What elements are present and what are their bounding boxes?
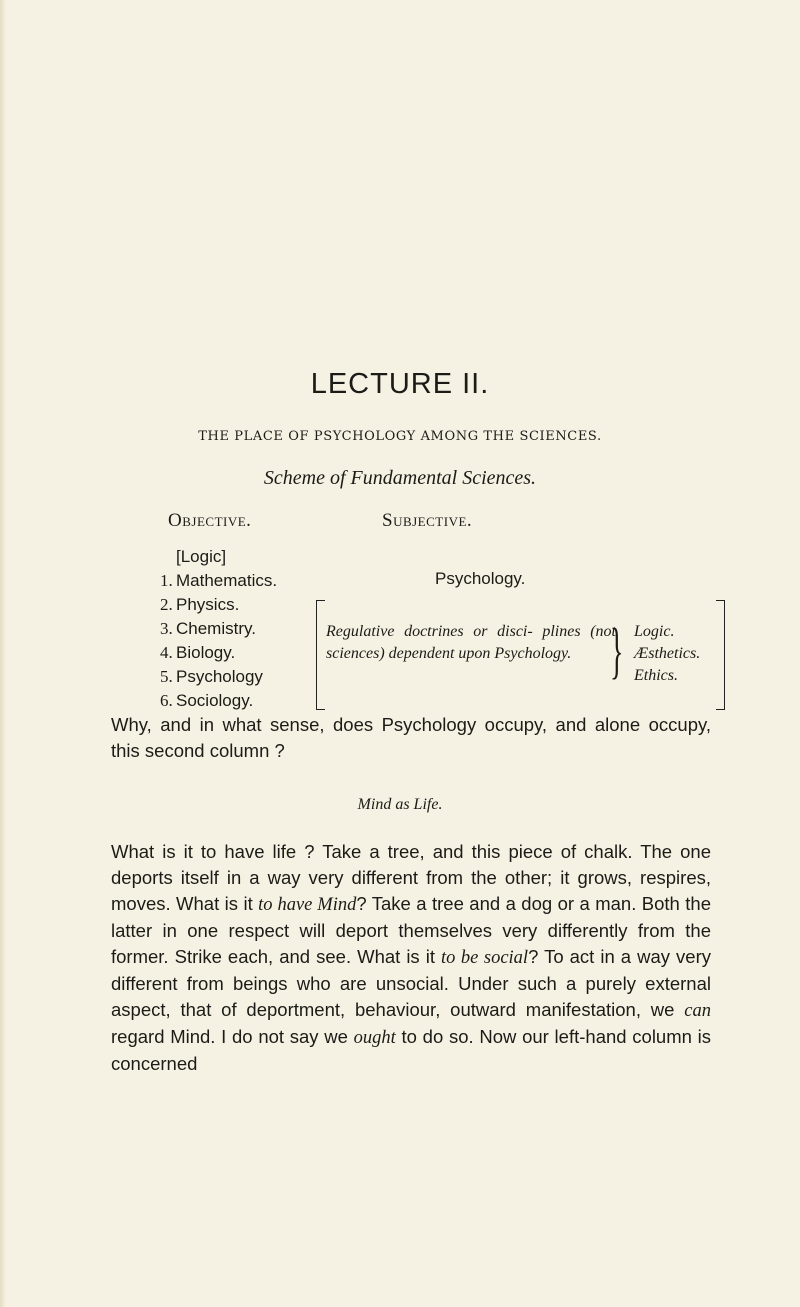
list-item [160, 545, 277, 569]
item-label: Sociology. [176, 691, 254, 710]
lecture-title: LECTURE II. [310, 368, 490, 400]
objective-column-heading [168, 510, 251, 532]
item-number: 5. [160, 667, 173, 686]
question-paragraph: Why, and in what sense, does Psychology occupy, and alone occupy, this second column ? [111, 714, 711, 761]
body-emphasis: can [684, 1001, 711, 1021]
subjective-heading-text: Subjective. [382, 510, 473, 531]
left-square-bracket [316, 600, 325, 710]
regulative-branches-list [634, 621, 700, 687]
branch-logic: Logic. [634, 623, 675, 640]
item-label: Biology. [176, 643, 236, 662]
item-number: 6. [160, 691, 173, 710]
list-item [160, 617, 277, 641]
right-square-bracket [716, 600, 725, 710]
item-label: Chemistry. [176, 619, 256, 638]
body-text-part: ? Take a tree and a dog or a man. Both the latter in one respect will deport themselves very differently from the former. Strike each, and see. What is it [111, 893, 711, 967]
scheme-title: Scheme of Fundamental Sciences. [263, 467, 537, 489]
body-text-part: regard Mind. I do not say we [111, 1026, 354, 1047]
regulative-tail: ) dependent upon Psychology. [379, 645, 572, 662]
branch-ethics: Ethics. [634, 667, 678, 684]
body-emphasis: to be social [441, 948, 529, 968]
item-number: 4. [160, 643, 173, 662]
subjective-column-heading [382, 510, 472, 532]
list-item [160, 593, 277, 617]
item-label: Psychology [176, 667, 263, 686]
item-label: Mathematics. [176, 571, 278, 590]
curly-brace-icon: } [610, 617, 624, 685]
regulative-lead: Regulative doctrines or disci- plines ( [326, 623, 596, 640]
subjective-psychology: Psychology. [435, 569, 526, 588]
item-number: 3. [160, 619, 173, 638]
list-item [160, 665, 277, 689]
item-label: Physics. [176, 595, 240, 614]
regulative-inner: not sciences [326, 623, 616, 662]
item-number: 1. [160, 571, 173, 590]
body-text-part: ? To act in a way very different from beings who are unsocial. Under such a purely external aspect, that of deportment, behaviour, outward manifestation, we [111, 946, 711, 1020]
body-emphasis: ought [353, 1028, 396, 1048]
body-paragraph [111, 839, 711, 1077]
objective-sciences-list [160, 545, 277, 713]
body-emphasis: to have Mind [258, 895, 357, 915]
scan-edge-shadow [0, 0, 6, 1307]
objective-heading-text: Objective. [168, 510, 252, 531]
branch-aesthetics: Æsthetics. [634, 645, 701, 662]
item-number: 2. [160, 595, 173, 614]
regulative-doctrines-text [326, 621, 616, 665]
body-text-part: to do so. Now our left-hand column is concerned [111, 1026, 711, 1074]
section-heading: Mind as Life. [357, 796, 443, 813]
lecture-subtitle: THE PLACE OF PSYCHOLOGY AMONG THE SCIENCES. [198, 429, 602, 444]
list-item [160, 569, 277, 593]
list-item [160, 689, 277, 713]
body-text-part: What is it to have life ? Take a tree, and this piece of chalk. The one deports itself in a way very different from the other; it grows, respires, moves. What is it [111, 841, 711, 914]
item-label: [Logic] [176, 547, 227, 566]
list-item [160, 641, 277, 665]
